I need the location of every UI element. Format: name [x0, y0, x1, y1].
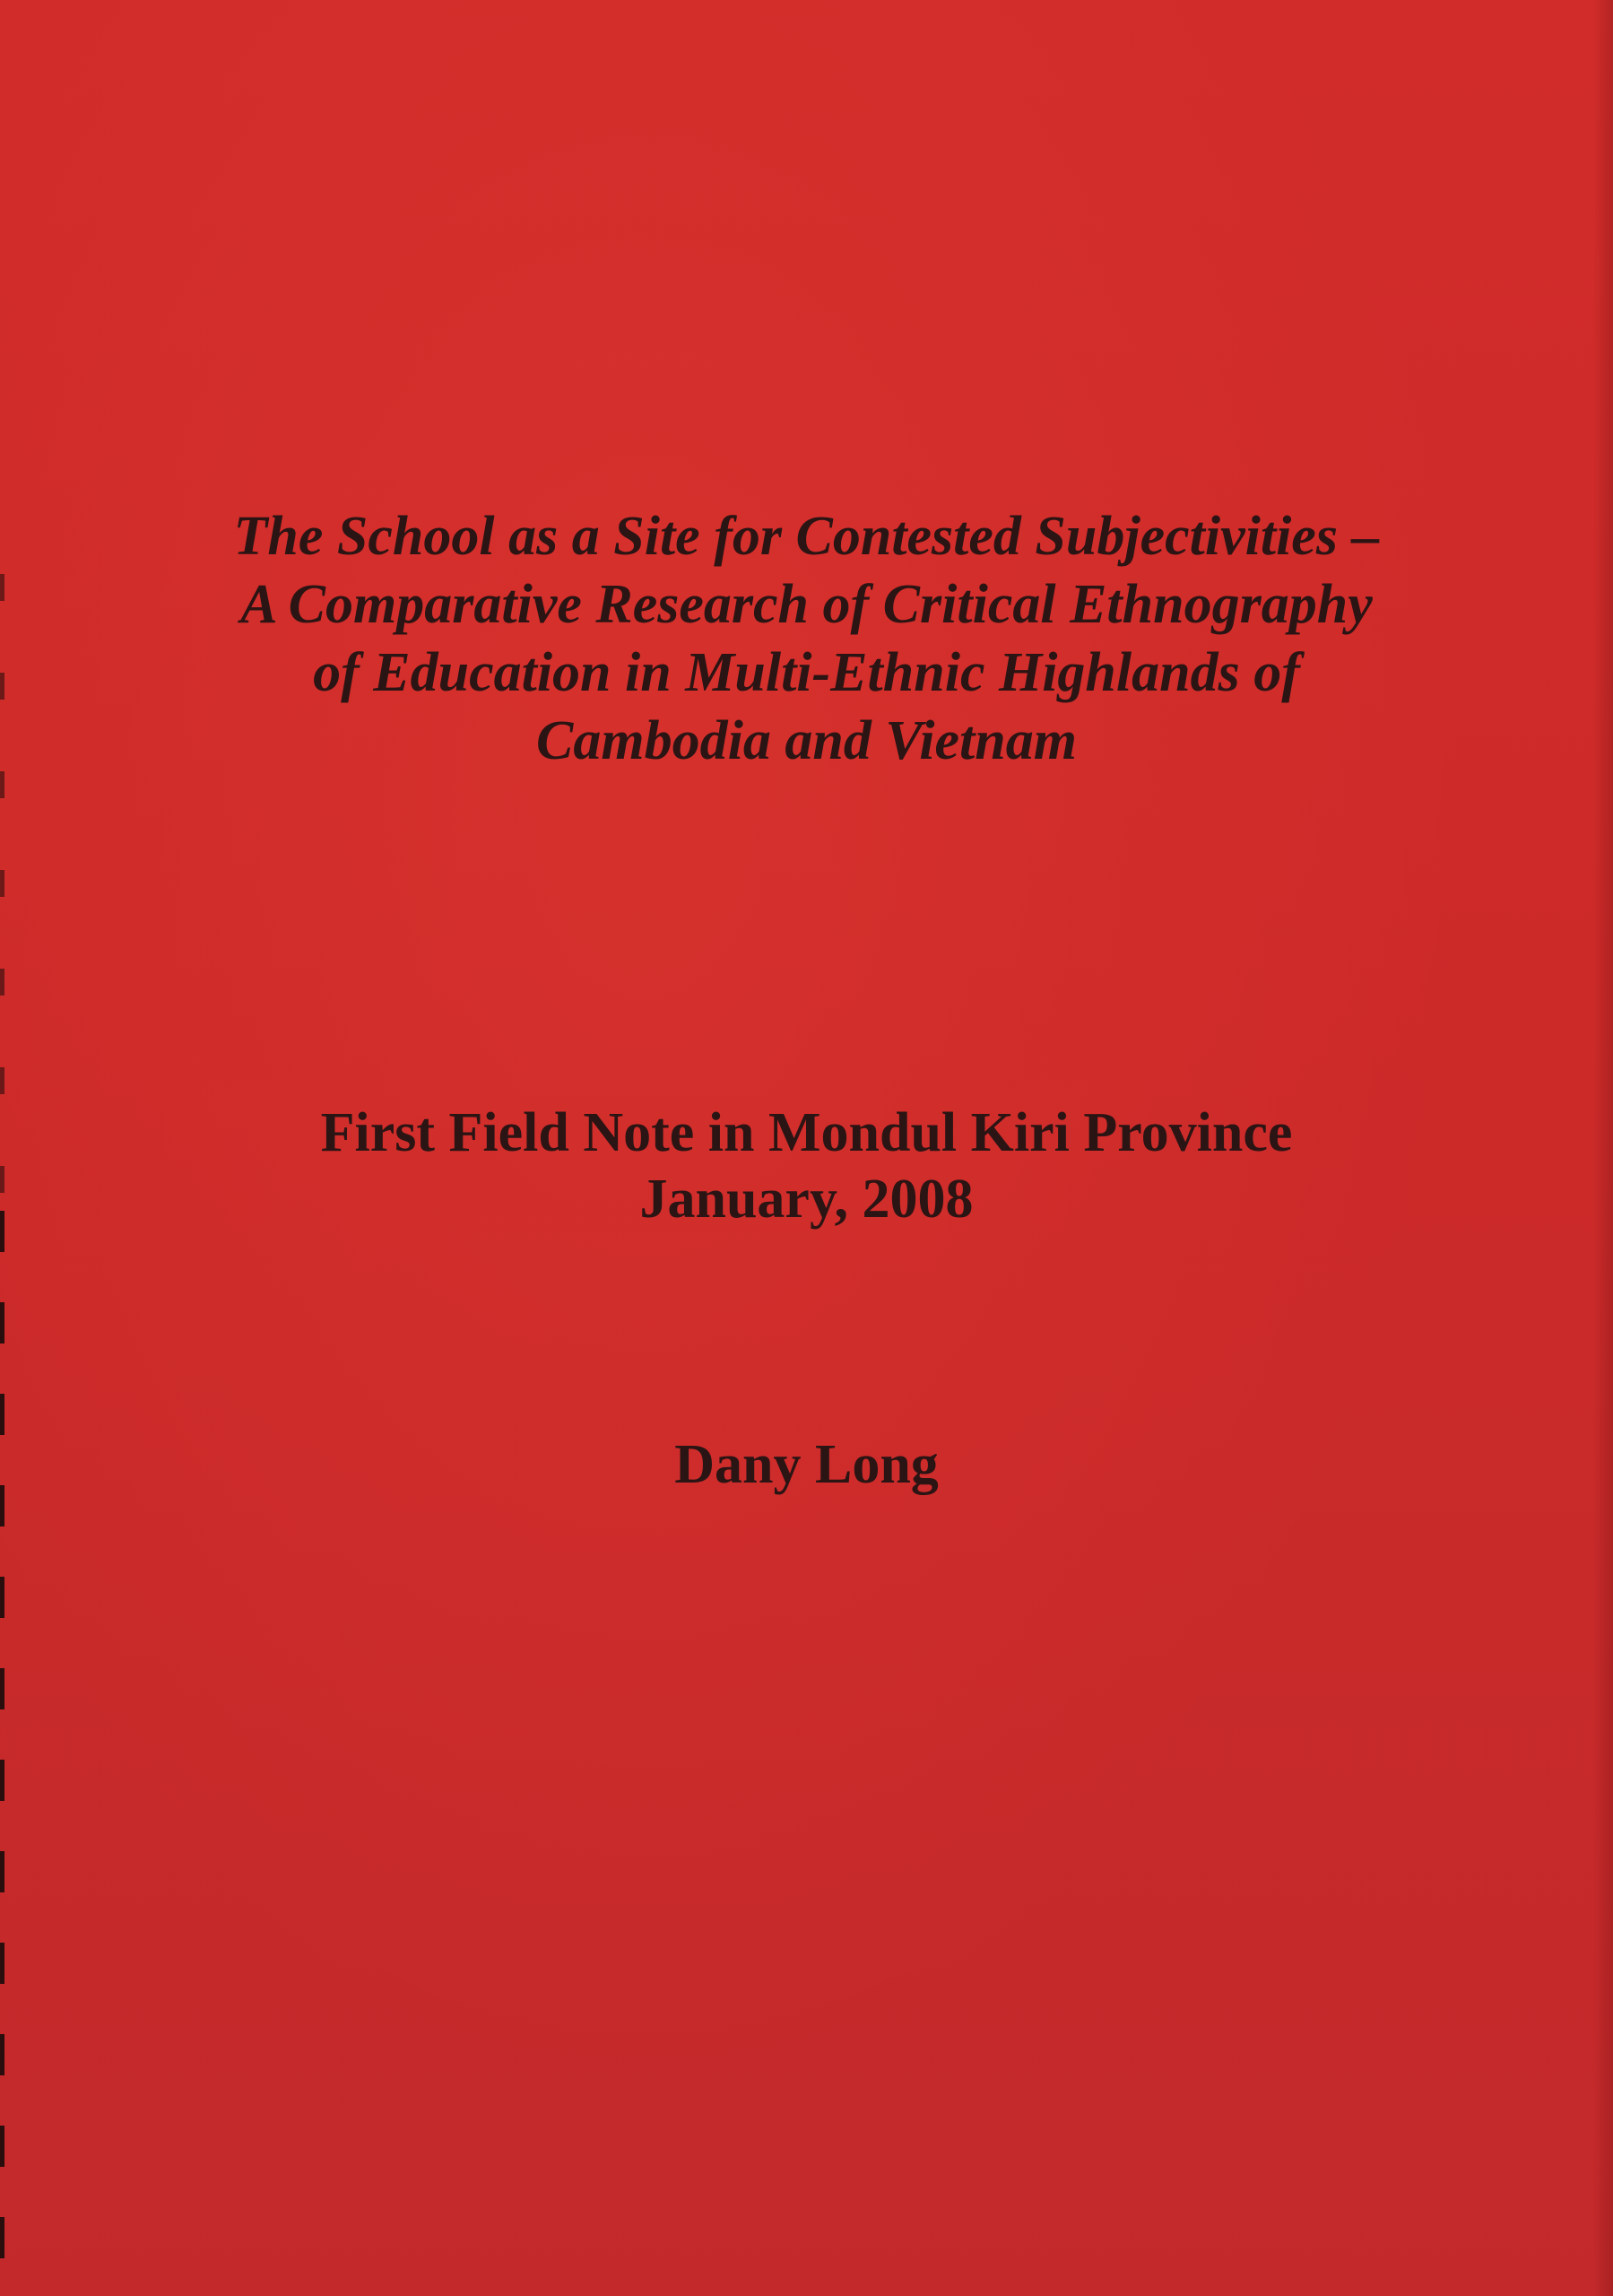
- cover-title: [0, 502, 1613, 775]
- binding-hole: [0, 1943, 4, 1984]
- field-note-title: First Field Note in Mondul Kiri Province: [320, 1102, 1293, 1163]
- cover-title-line: Cambodia and Vietnam: [536, 710, 1077, 771]
- binding-hole: [0, 1760, 4, 1801]
- field-note-date: January, 2008: [639, 1169, 974, 1230]
- binding-hole: [0, 1668, 4, 1709]
- cover-subtitle: [0, 1100, 1613, 1232]
- binding-hole: [0, 1302, 4, 1344]
- binding-hole: [0, 771, 4, 798]
- binding-hole: [0, 969, 4, 996]
- cover-title-line: A Comparative Research of Critical Ethnography: [240, 574, 1373, 635]
- binding-hole: [0, 2217, 4, 2258]
- binding-hole: [0, 1577, 4, 1618]
- binding-hole: [0, 2034, 4, 2075]
- cover-title-line: of Education in Multi-Ethnic Highlands of: [313, 642, 1300, 703]
- binding-hole: [0, 2126, 4, 2167]
- author-name: Dany Long: [674, 1434, 939, 1495]
- cover-title-line: The School as a Site for Contested Subjectivities –: [233, 506, 1380, 567]
- binding-hole: [0, 870, 4, 897]
- binding-hole: [0, 1851, 4, 1892]
- binding-hole: [0, 1067, 4, 1094]
- binding-hole: [0, 1394, 4, 1435]
